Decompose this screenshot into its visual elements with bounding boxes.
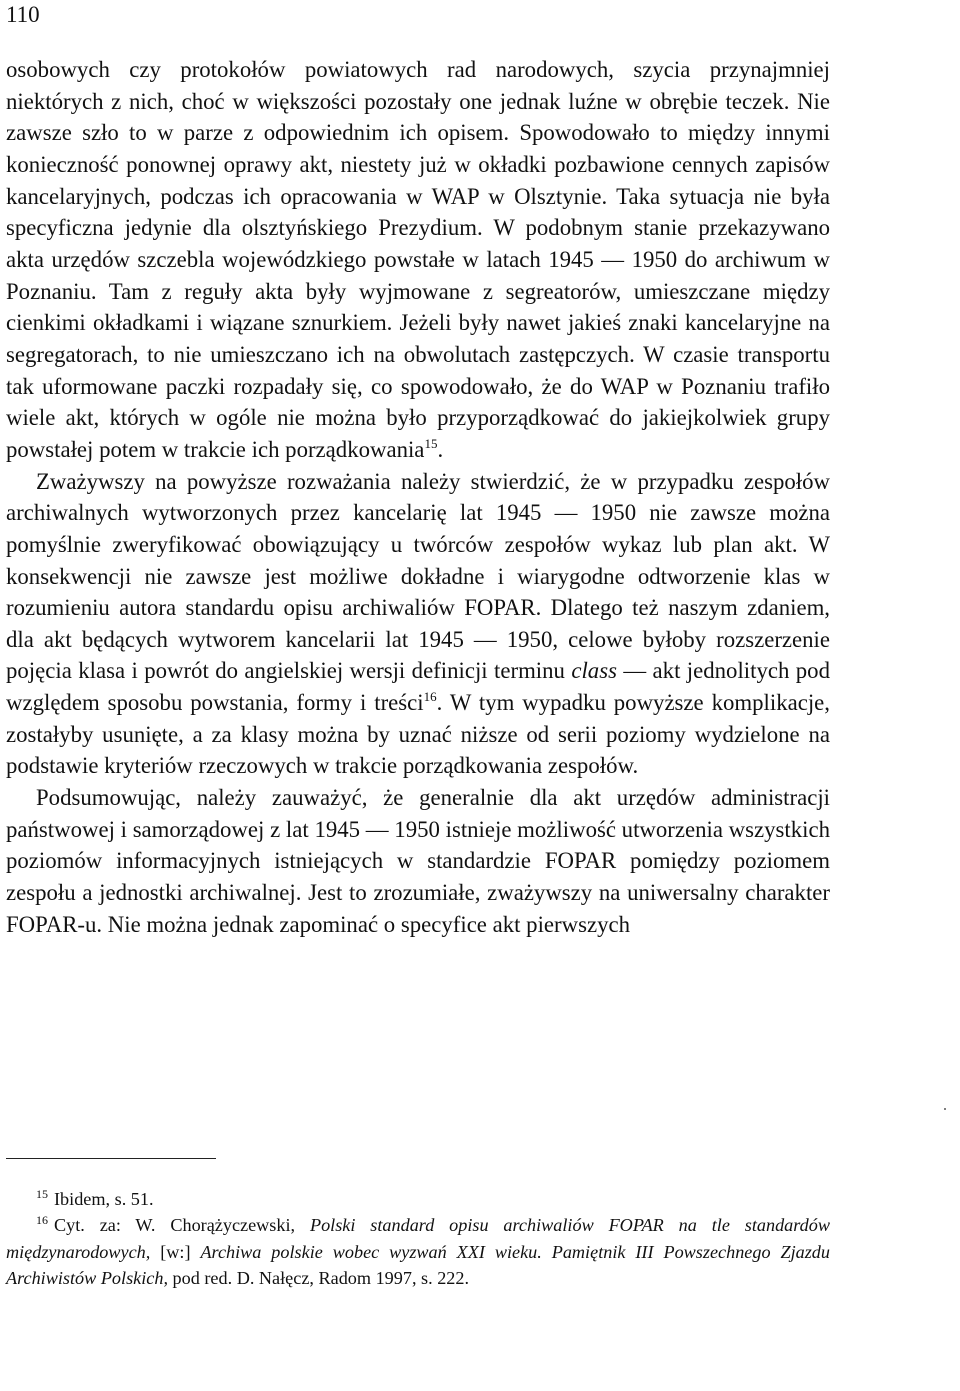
footnote-text: Ibidem, s. 51.	[54, 1189, 154, 1209]
italic-term-class: class	[571, 658, 617, 684]
page-number: 110	[6, 2, 40, 27]
footnote-number: 15	[36, 1187, 48, 1201]
paragraph-1-text: osobowych czy protokołów powiatowych rad narodowych, szycia przynajmniej niektórych z nich, choć w większości pozostały one jednak luźne w obrębie teczek. Nie zawsze szło to w parze z odpowiednim ich opisem. Spowodowało to między innymi konieczność ponownej oprawy akt, niestety już w okładki pozbawione cennych zapisów kancelaryjnych, podczas ich opracowania w WAP w Olsztynie. Taka sytuacja nie była specyficzna jedynie dla olsztyńskiego Prezydium. W podobnym stanie przekazywano akta urzędów szczebla wojewódzkiego powstałe w latach 1945 — 1950 do archiwum w Poznaniu. Tam z reguły akta były wyjmowane z segreatorów, umieszczane między cienkimi okładkami i wiązane sznurkiem. Jeżeli były nawet jakieś znaki kancelaryjne na segregatorach, to nie umieszczano ich na obwolutach zastępczych. W czasie transportu tak uformowane paczki rozpadały się, co spowodowało, że do WAP w Poznaniu trafiło wiele akt, których w ogóle nie można było przyporządkować do jakiejkolwiek grupy powstałej potem w trakcie ich porządkowania	[6, 57, 830, 462]
footnotes	[6, 1186, 830, 1292]
footnote-ref-15: 15	[424, 435, 438, 451]
footnote-15	[6, 1186, 830, 1212]
paragraph-3: Podsumowując, należy zauważyć, że generalnie dla akt urzędów administracji państwowej i samorządowej z lat 1945 — 1950 istnieje możliwość utworzenia wszystkich poziomów informacyjnych istniejących w standardzie FOPAR pomiędzy poziomem zespołu a jednostki archiwalnej. Jest to zrozumiałe, zważywszy na uniwersalny charakter FOPAR-u. Nie można jednak zapominać o specyfice akt pierwszych	[6, 785, 830, 937]
footnote-16: $^{16}$ Cyt. za: W. Chorążyczewski, Polski standard opisu archiwaliów FOPAR na tle standardów międzynarodowych, [w:] Archiwa polskie wobec wyzwań XXI wieku. Pamiętnik III Powszechnego Zjazdu Archiwistów Polskich, pod red. D. Nałęcz, Radom 1997, s. 222.	[6, 1213, 830, 1289]
footnote-divider	[6, 1158, 216, 1159]
scan-speck	[944, 1108, 946, 1110]
paragraph-1: osobowych czy protokołów powiatowych rad narodowych, szycia przynajmniej niektórych z nich, choć w większości pozostały one jednak luźne w obrębie teczek. Nie zawsze szło to w parze z odpowiednim ich opisem. Spowodowało to między innymi konieczność ponownej oprawy akt, niestety już w okładki pozbawione cennych zapisów kancelaryjnych, podczas ich opracowania w WAP w Olsztynie. Taka sytuacja nie była specyficzna jedynie dla olsztyńskiego Prezydium. W podobnym stanie przekazywano akta urzędów szczebla wojewódzkiego powstałe w latach 1945 — 1950 do archiwum w Poznaniu. Tam z reguły akta były wyjmowane z segreatorów, umieszczane między cienkimi okładkami i wiązane sznurkiem. Jeżeli były nawet jakieś znaki kancelaryjne na segregatorach, to nie umieszczano ich na obwolutach zastępczych. W czasie transportu tak uformowane paczki rozpadały się, co spowodowało, że do WAP w Poznaniu trafiło wiele akt, których w ogóle nie można było przyporządkować do jakiejkolwiek grupy powstałej potem w trakcie ich porządkowania$^{15}$.	[6, 57, 830, 462]
footnote-number: 16	[36, 1213, 48, 1228]
paragraph-2: Zważywszy na powyższe rozważania należy stwierdzić, że w przypadku zespołów archiwalnych wytworzonych przez kancelarię lat 1945 — 1950 nie zawsze można pomyślnie zweryfikować obowiązujący u twórców zespołów wykaz lub plan akt. W konsekwencji nie zawsze jest możliwe dokładne i wiarygodne odtworzenie klas w rozumieniu autora standardu opisu archiwaliów FOPAR. Dlatego też naszym zdaniem, dla akt będących wytworem kancelarii lat 1945 — 1950, celowe byłoby rozszerzenie pojęcia klasa i powrót do angielskiej wersji definicji terminu class — akt jednolitych pod względem sposobu powstania, formy i treści$^{16}$. W tym wypadku powyższe komplikacje, zostałyby usunięte, a za klasy można by uznać niższe od serii poziomy wydzielone na podstawie kryteriów rzeczowych w trakcie porządkowania zespołów.	[6, 468, 830, 779]
body-text	[6, 54, 830, 940]
footnote-ref-16: 16	[423, 689, 437, 705]
paragraph-2-text: Zważywszy na powyższe rozważania należy stwierdzić, że w przypadku zespołów archiwalnych wytworzonych przez kancelarię lat 1945 — 1950 nie zawsze można pomyślnie zweryfikować obowiązujący u twórców zespołów wykaz lub plan akt. W konsekwencji nie zawsze jest możliwe dokładne i wiarygodne odtworzenie klas w rozumieniu autora standardu opisu archiwaliów FOPAR. Dlatego też naszym zdaniem, dla akt będących wytworem kancelarii lat 1945 — 1950, celowe byłoby rozszerzenie pojęcia klasa i powrót do angielskiej wersji definicji terminu	[6, 468, 830, 684]
